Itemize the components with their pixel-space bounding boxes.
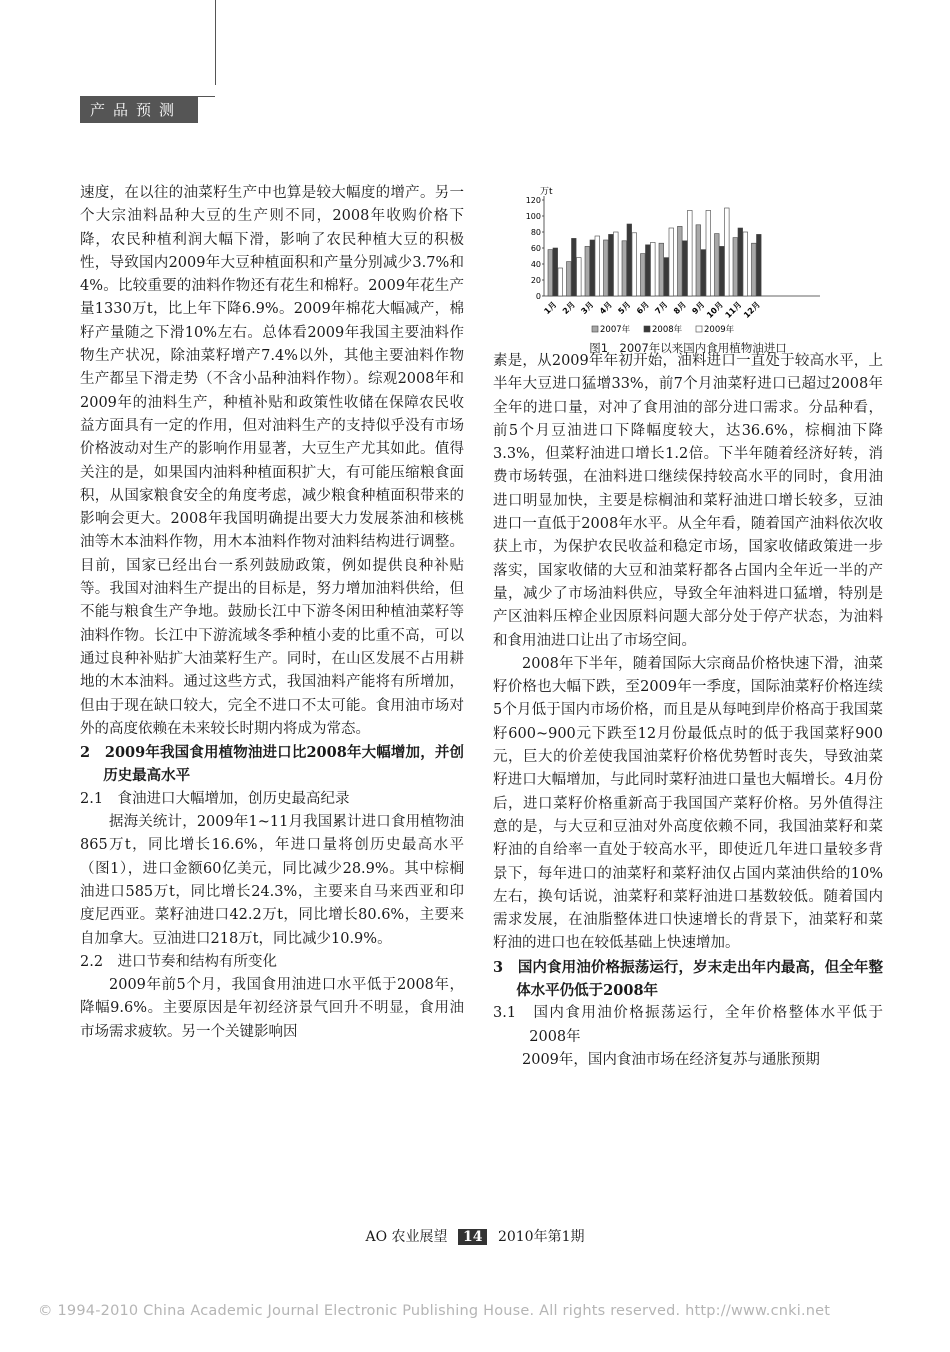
bar [585,246,590,296]
section-heading: 3 国内食用油价格振荡运行，岁末走出年内最高，但全年整体水平仍低于2008年 [493,958,883,1000]
y-unit-label: 万t [540,187,553,197]
x-tick-label: 3月 [579,300,596,317]
paragraph: 2008年下半年，随着国际大宗商品价格快速下滑，油菜籽价格也大幅下跌，至2009年一季度，国际油菜籽价格连续5个月低于国内市场价格，而且是从每吨到岸价格高于我国菜籽600~900元下跌至12月份最低点时的低于我国菜籽900元，巨大的价差使我国油菜籽价格优势暂时丧失，导致油菜籽进口大幅增加，与此同时菜籽油进口量也大幅增长。4月份后，进口菜籽价格重新高于我国国产菜籽价格。另外值得注意的是，与大豆和豆油对外高度依赖不同，我国油菜籽和菜籽油的自给率一直处于较高水平，即使近几年进口量较多背景下，每年进口的油菜籽和菜籽油仅占国内菜油供给的10%左右，换句话说，油菜籽和菜籽油进口基数较低。随着国内需求发展，在油脂整体进口快速增长的背景下，油菜籽和菜籽油的进口也在较低基础上快速增加。 [493,655,883,952]
bar [614,232,619,296]
legend-swatch [696,326,702,332]
x-tick-label: 12月 [742,300,762,320]
bar [715,234,720,296]
bar [683,241,688,296]
page-number: 14 [458,1229,487,1245]
x-tick-label: 8月 [671,300,688,317]
bar [604,240,609,296]
legend-label: 2009年 [704,325,735,335]
chart-svg [520,183,830,338]
figure-caption: 图1 2007年以来国内食用植物油进口 [589,341,787,355]
subsection-heading: 3.1 国内食用油价格振荡运行，全年价格整体水平低于2008年 [493,1005,883,1045]
x-tick-label: 5月 [616,300,633,317]
x-tick-label: 4月 [597,300,614,317]
bar [609,234,614,296]
x-tick-label: 2月 [560,300,577,317]
x-tick-label: 11月 [723,300,744,320]
paragraph: 据海关统计，2009年1~11月我国累计进口食用植物油865万t，同比增长16.6%，年进口量将创历史最高水平（图1），进口金额60亿美元，同比减少28.9%。其中棕榈油进口585万t，同比增长24.3%，主要来自马来西亚和印度尼西亚。菜籽油进口42.2万t，同比增长80.6%，主要来自加拿大。豆油进口218万t，同比减少10.9%。 [80,814,464,947]
bar [558,268,563,296]
legend-label: 2008年 [652,325,683,335]
section-heading: 2 2009年我国食用植物油进口比2008年大幅增加，并创历史最高水平 [80,744,464,785]
bar [622,241,627,296]
bar [743,232,748,296]
left-column [80,182,464,1044]
bar [590,240,595,296]
bar [757,234,762,296]
bar [701,250,706,296]
y-tick-label: 80 [530,228,541,237]
legend-label: 2007年 [600,325,631,335]
x-tick-label: 10月 [705,300,725,320]
bar [577,258,582,296]
bar [706,210,711,296]
copyright-line: © 1994-2010 China Academic Journal Electronic Publishing House. All rights reserved. http://www.cnki.net [38,1303,831,1319]
x-tick-label: 9月 [690,300,707,317]
import-bar-chart [520,183,830,353]
bar [738,228,743,296]
bar [659,243,664,296]
x-tick-label: 1月 [542,300,559,317]
bar [641,254,646,296]
bar [664,258,669,296]
y-tick-label: 100 [525,212,541,221]
bar [553,248,558,296]
y-tick-label: 20 [530,276,541,285]
bar [595,236,600,296]
bar [651,242,656,296]
bar [720,246,725,296]
x-tick-label: 7月 [653,300,670,317]
subsection-heading: 2.1 食油进口大幅增加，创历史最高纪录 [80,790,350,807]
right-column [493,350,883,1072]
y-tick-label: 60 [530,244,541,253]
paragraph: 素是，从2009年年初开始，油料进口一直处于较高水平，上半年大豆进口猛增33%，前7个月油菜籽进口已超过2008年全年的进口量，对冲了食用油的部分进口需求。分品种看，前5个月豆油进口下降幅度较大，达36.6%，棕榈油下降3.3%，但菜籽油进口增长1.2倍。下半年随着经济好转，消费市场转强，在油料进口继续保持较高水平的同时，食用油进口明显加快，主要是棕榈油和菜籽油进口增长较多，豆油进口一直低于2008年水平。从全年看，随着国产油料依次收获上市，为保护农民收益和稳定市场，国家收储政策进一步落实，国家收储的大豆和油菜籽都各占国内全年近一半的产量，减少了市场油料供应，导致全年油料进口猛增，特别是产区油料压榨企业因原料问题大部分处于停产状态，为油料和食用油进口让出了市场空间。 [493,353,883,649]
y-tick-label: 120 [525,196,541,205]
page-footer [0,1226,950,1246]
header-vertical-rule [215,0,216,85]
bar [572,238,577,296]
y-tick-label: 40 [530,260,541,269]
bar [678,226,683,296]
bar [669,228,674,296]
x-tick-label: 6月 [634,300,651,317]
bar [646,245,651,296]
section-tag: 产品预测 [80,97,198,123]
bar [567,262,572,296]
subsection-heading: 2.2 进口节奏和结构有所变化 [80,953,278,970]
bar [548,250,553,296]
bar [725,208,730,296]
bar [688,210,693,296]
legend-swatch [592,326,598,332]
bar [632,233,637,296]
paragraph: 速度，在以往的油菜籽生产中也算是较大幅度的增产。另一个大宗油料品种大豆的生产则不同，2008年收购价格下降，农民种植利润大幅下滑，影响了农民种植大豆的积极性，导致国内2009年大豆种植面积和产量分别减少3.7%和4%。比较重要的油料作物还有花生和棉籽。2009年花生产量1330万t，比上年下降6.9%。2009年棉花大幅减产，棉籽产量随之下滑10%左右。总体看2009年我国主要油料作物生产状况，除油菜籽增产7.4%以外，其他主要油料作物生产都呈下滑走势（不含小品种油料作物）。综观2008年和2009年的油料生产，种植补贴和政策性收储在保障农民收益方面具有一定的作用，但对油料生产的支持似乎没有市场价格波动对生产的影响作用显著，大豆生产尤其如此。值得关注的是，如果国内油料种植面积扩大，有可能压缩粮食面积，从国家粮食安全的角度考虑，减少粮食种植面积带来的影响会更大。2008年我国明确提出要大力发展茶油和核桃油等木本油料作物，用木本油料作物对油料结构进行调整。目前，国家已经出台一系列鼓励政策，例如提供良种补贴等。我国对油料生产提出的目标是，努力增加油料供给，但不能与粮食生产争地。鼓励长江中下游冬闲田种植油菜籽等油料作物。长江中下游流域冬季种植小麦的比重不高，可以通过良种补贴扩大油菜籽生产。同时，在山区发展不占用耕地的木本油料。通过这些方式，我国油料产能将有所增加，但由于现在缺口较大，完全不进口不太可能。食用油市场对外的高度依赖在未来较长时期内将成为常态。 [80,185,464,737]
y-tick-label: 0 [535,292,541,301]
footer-journal: AO 农业展望 [365,1229,448,1245]
bar [733,238,738,296]
paragraph: 2009年，国内食油市场在经济复苏与通胀预期 [522,1051,820,1068]
bar [627,224,632,296]
bar [696,225,701,296]
bar [752,243,757,296]
footer-issue: 2010年第1期 [497,1229,585,1245]
paragraph: 2009年前5个月，我国食用油进口水平低于2008年，降幅9.6%。主要原因是年初经济景气回升不明显，食用油市场需求疲软。另一个关键影响因 [80,977,464,1040]
legend-swatch [644,326,650,332]
